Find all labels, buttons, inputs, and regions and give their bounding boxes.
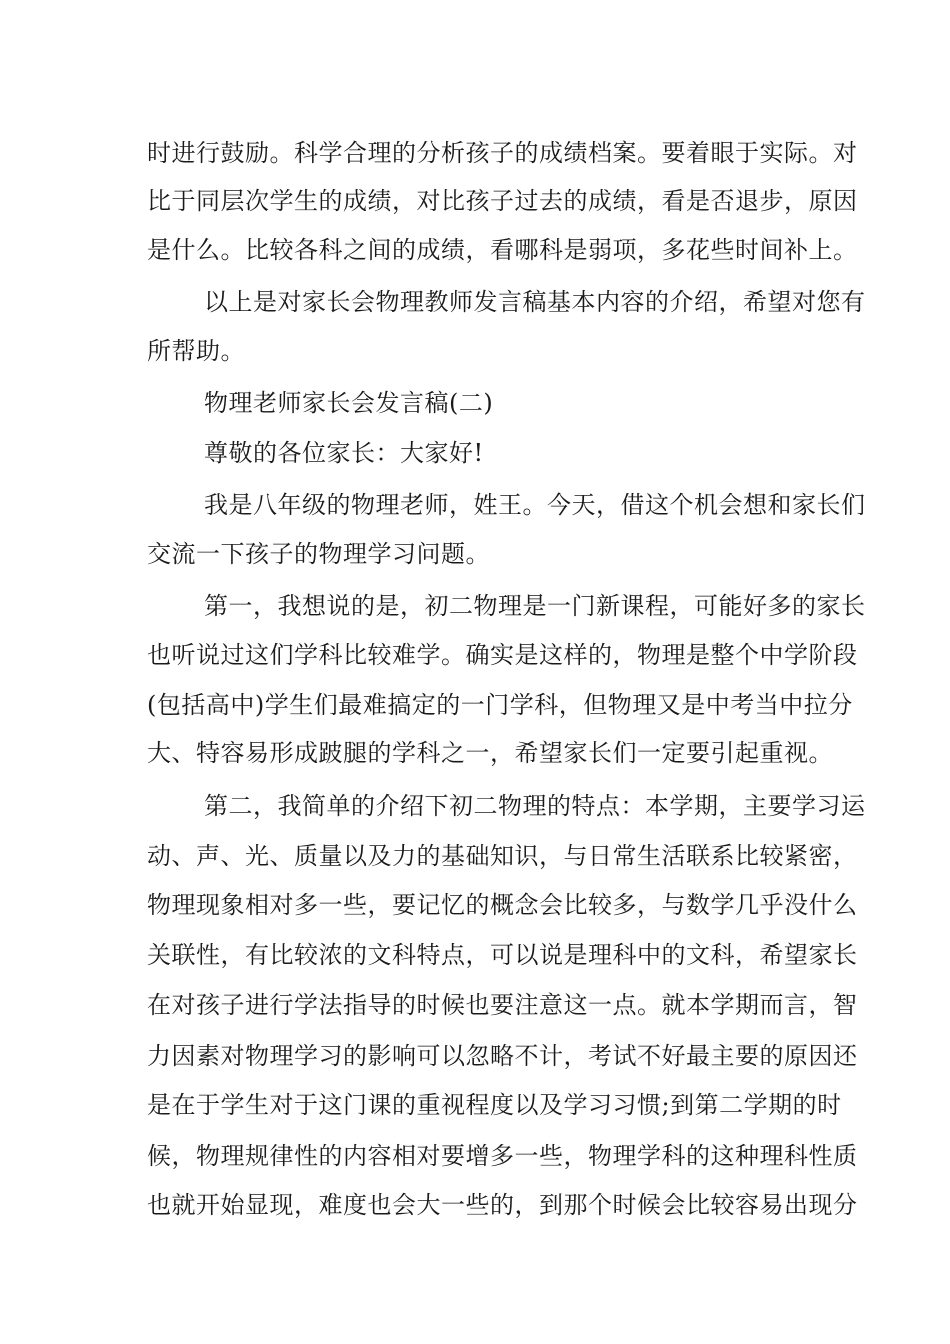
text-line-1: 时进行鼓励。科学合理的分析孩子的成绩档案。要着眼于实际。对 bbox=[147, 139, 858, 167]
text-line-19: 力因素对物理学习的影响可以忽略不计，考试不好最主要的原因还 bbox=[147, 1042, 858, 1070]
text-line-21: 候，物理规律性的内容相对要增多一些，物理学科的这种理科性质 bbox=[147, 1142, 858, 1170]
text-line-10: 第一，我想说的是，初二物理是一门新课程，可能好多的家长 bbox=[204, 592, 866, 620]
text-line-16: 物理现象相对多一些，要记忆的概念会比较多，与数学几乎没什么 bbox=[147, 891, 858, 919]
text-line-22: 也就开始显现，难度也会大一些的，到那个时候会比较容易出现分 bbox=[147, 1191, 858, 1219]
text-line-3: 是什么。比较各科之间的成绩，看哪科是弱项，多花些时间补上。 bbox=[147, 236, 858, 264]
text-line-18: 在对孩子进行学法指导的时候也要注意这一点。就本学期而言，智 bbox=[147, 991, 858, 1019]
text-line-14: 第二，我简单的介绍下初二物理的特点：本学期，主要学习运 bbox=[204, 792, 866, 820]
text-line-2: 比于同层次学生的成绩，对比孩子过去的成绩，看是否退步，原因 bbox=[147, 187, 858, 215]
text-line-15: 动、声、光、质量以及力的基础知识，与日常生活联系比较紧密， bbox=[147, 842, 858, 870]
section-heading: 物理老师家长会发言稿(二) bbox=[204, 389, 494, 417]
text-line-5: 所帮助。 bbox=[147, 337, 245, 365]
text-line-12: (包括高中)学生们最难搞定的一门学科，但物理又是中考当中拉分 bbox=[147, 691, 853, 719]
text-line-11: 也听说过这们学科比较难学。确实是这样的，物理是整个中学阶段 bbox=[147, 641, 858, 669]
text-line-20: 是在于学生对于这门课的重视程度以及学习习惯;到第二学期的时 bbox=[147, 1091, 842, 1119]
text-line-13: 大、特容易形成跛腿的学科之一，希望家长们一定要引起重视。 bbox=[147, 739, 833, 767]
text-line-9: 交流一下孩子的物理学习问题。 bbox=[147, 540, 490, 568]
text-line-8: 我是八年级的物理老师，姓王。今天，借这个机会想和家长们 bbox=[204, 491, 866, 519]
greeting-line: 尊敬的各位家长：大家好! bbox=[204, 439, 484, 467]
text-line-4: 以上是对家长会物理教师发言稿基本内容的介绍，希望对您有 bbox=[204, 288, 866, 316]
text-line-17: 关联性，有比较浓的文科特点，可以说是理科中的文科，希望家长 bbox=[147, 941, 858, 969]
